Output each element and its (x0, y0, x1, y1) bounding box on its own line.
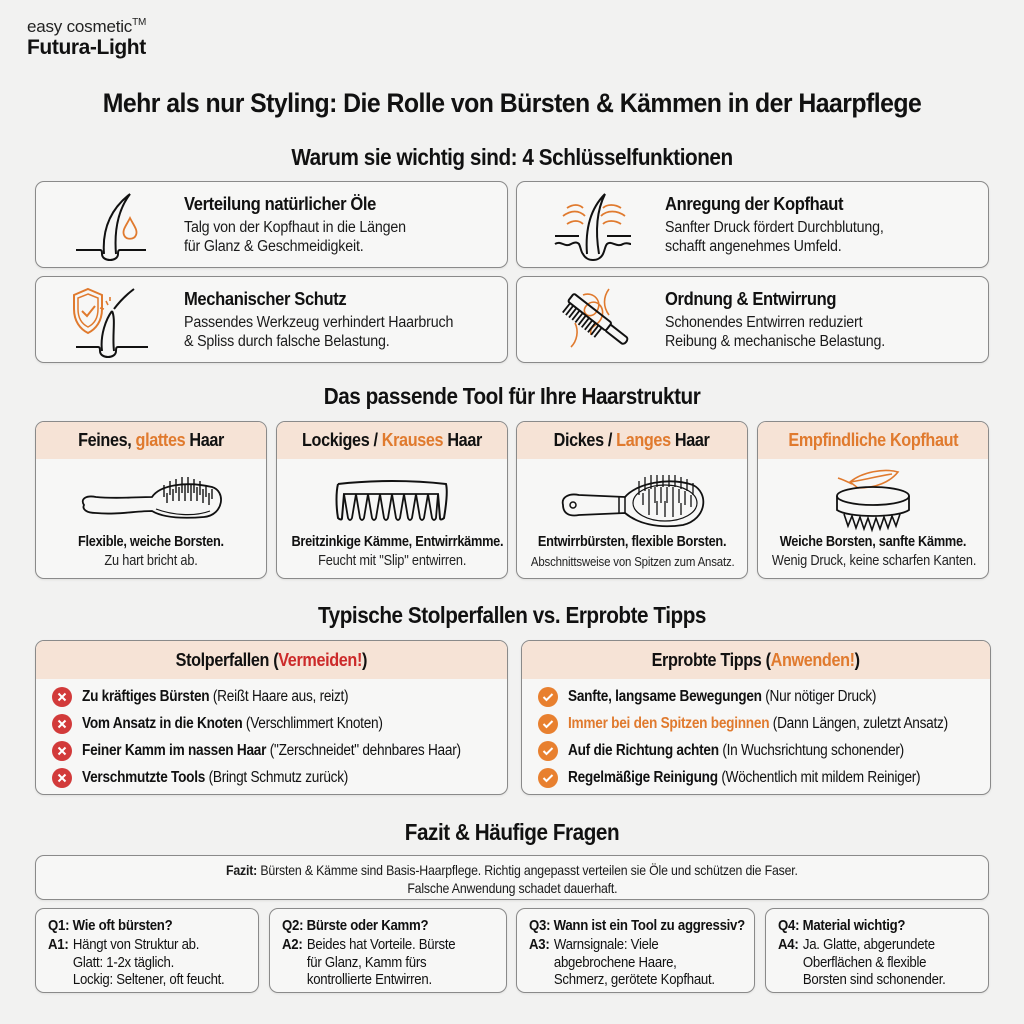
pitfalls-list (52, 683, 508, 791)
detangling-brush-icon (557, 471, 707, 531)
fazit-box: Fazit: Bürsten & Kämme sind Basis-Haarpflege. Richtig angepasst verteilen sie Öle und schützen die Faser. Falsche Anwendung schadet dauerhaft. (35, 855, 989, 900)
function-card-oils (35, 181, 508, 268)
tips-list (538, 683, 991, 791)
tool-recommendation: Flexible, weiche Borsten. (78, 534, 224, 550)
list-item: Regelmäßige Reinigung (Wöchentlich mit mildem Reiniger) (538, 764, 991, 791)
tool-card-header: Dickes / Langes Haar (517, 422, 747, 459)
tool-card-sensitive-scalp (757, 421, 989, 579)
function-title: Mechanischer Schutz (184, 289, 347, 309)
check-circle-icon (538, 741, 558, 761)
shield-hair-icon (72, 283, 152, 359)
scalp-stimulation-icon (553, 188, 633, 264)
faq-question: Q3: Wann ist ein Tool zu aggressiv? (529, 917, 745, 934)
faq-question: Q1: Wie oft bürsten? (48, 917, 173, 934)
list-item: Vom Ansatz in die Knoten (Verschlimmert Knoten) (52, 710, 508, 737)
faq-card-4 (765, 908, 989, 993)
faq-answer: A4: Ja. Glatte, abgerundete Oberflächen & flexible Borsten sind schonender. (778, 936, 946, 988)
section-title-tools: Das passende Tool für Ihre Haarstruktur (323, 383, 701, 409)
tool-recommendation: Breitzinkige Kämme, Entwirrkämme. (291, 534, 504, 550)
function-title: Anregung der Kopfhaut (665, 194, 844, 214)
function-title: Ordnung & Entwirrung (665, 289, 837, 309)
list-item: Auf die Richtung achten (In Wuchsrichtung schonender) (538, 737, 991, 764)
comb-tangle-icon (553, 283, 633, 359)
scalp-brush-feather-icon (828, 468, 918, 534)
check-circle-icon (538, 768, 558, 788)
tool-recommendation: Entwirrbürsten, flexible Borsten. (537, 534, 727, 550)
check-circle-icon (538, 714, 558, 734)
function-card-detangle (516, 276, 989, 363)
paddle-brush-small-icon (76, 471, 226, 531)
tool-note: Wenig Druck, keine scharfen Kanten. (771, 553, 977, 569)
wide-tooth-comb-icon (332, 476, 452, 526)
tool-card-fine-hair (35, 421, 267, 579)
page-title: Mehr als nur Styling: Die Rolle von Bürsten & Kämmen in der Haarpflege (102, 88, 922, 118)
check-circle-icon (538, 687, 558, 707)
tool-card-header: Lockiges / Krauses Haar (277, 422, 507, 459)
x-circle-icon (52, 768, 72, 788)
tool-card-thick-hair (516, 421, 748, 579)
tips-card (521, 640, 991, 795)
tips-header: Erprobte Tipps (Anwenden!) (522, 641, 990, 679)
list-item: Immer bei den Spitzen beginnen (Dann Längen, zuletzt Ansatz) (538, 710, 991, 737)
brand-subtitle: Futura-Light (27, 36, 146, 59)
list-item: Sanfte, langsame Bewegungen (Nur nötiger Druck) (538, 683, 991, 710)
faq-answer: A1: Hängt von Struktur ab. Glatt: 1-2x täglich. Lockig: Seltener, oft feucht. (48, 936, 225, 988)
x-circle-icon (52, 741, 72, 761)
faq-answer: A3: Warnsignale: Viele abgebrochene Haare, Schmerz, gerötete Kopfhaut. (529, 936, 715, 988)
tool-note: Feucht mit "Slip" entwirren. (317, 553, 467, 569)
tool-card-header: Feines, glattes Haar (36, 422, 266, 459)
list-item: Zu kräftiges Bürsten (Reißt Haare aus, reizt) (52, 683, 508, 710)
trademark: TM (132, 17, 147, 28)
function-description: Sanfter Druck fördert Durchblutung, schafft angenehmes Umfeld. (665, 219, 884, 255)
list-item: Verschmutzte Tools (Bringt Schmutz zurück) (52, 764, 508, 791)
function-description: Talg von der Kopfhaut in die Längen für Glanz & Geschmeidigkeit. (184, 219, 406, 255)
tool-card-header: Empfindliche Kopfhaut (758, 422, 988, 459)
pitfalls-header: Stolperfallen (Vermeiden!) (36, 641, 507, 679)
faq-card-1 (35, 908, 259, 993)
faq-question: Q4: Material wichtig? (778, 917, 906, 934)
section-title-faq: Fazit & Häufige Fragen (404, 819, 620, 845)
x-circle-icon (52, 714, 72, 734)
pitfalls-card (35, 640, 508, 795)
section-title-functions: Warum sie wichtig sind: 4 Schlüsselfunktionen (291, 144, 733, 170)
faq-card-2 (269, 908, 507, 993)
brand-name: easy cosmetic™ (27, 17, 147, 36)
list-item: Feiner Kamm im nassen Haar ("Zerschneidet" dehnbares Haar) (52, 737, 508, 764)
tool-card-curly-hair (276, 421, 508, 579)
function-card-scalp (516, 181, 989, 268)
tool-note: Zu hart bricht ab. (104, 553, 198, 569)
function-card-protection (35, 276, 508, 363)
tool-recommendation: Weiche Borsten, sanfte Kämme. (779, 534, 967, 550)
function-description: Schonendes Entwirren reduziert Reibung & mechanische Belastung. (665, 314, 886, 350)
function-description: Passendes Werkzeug verhindert Haarbruch & Spliss durch falsche Belastung. (184, 314, 454, 350)
section-title-pitfalls-tips: Typische Stolperfallen vs. Erprobte Tipps (318, 602, 706, 628)
faq-card-3 (516, 908, 755, 993)
tool-note: Abschnittsweise von Spitzen zum Ansatz. (530, 554, 735, 569)
function-title: Verteilung natürlicher Öle (184, 194, 376, 214)
faq-answer: A2: Beides hat Vorteile. Bürste für Glanz, Kamm fürs kontrollierte Entwirren. (282, 936, 456, 988)
brand-logo (27, 18, 146, 58)
hair-follicle-oil-drop-icon (72, 188, 152, 264)
faq-question: Q2: Bürste oder Kamm? (282, 917, 429, 934)
x-circle-icon (52, 687, 72, 707)
